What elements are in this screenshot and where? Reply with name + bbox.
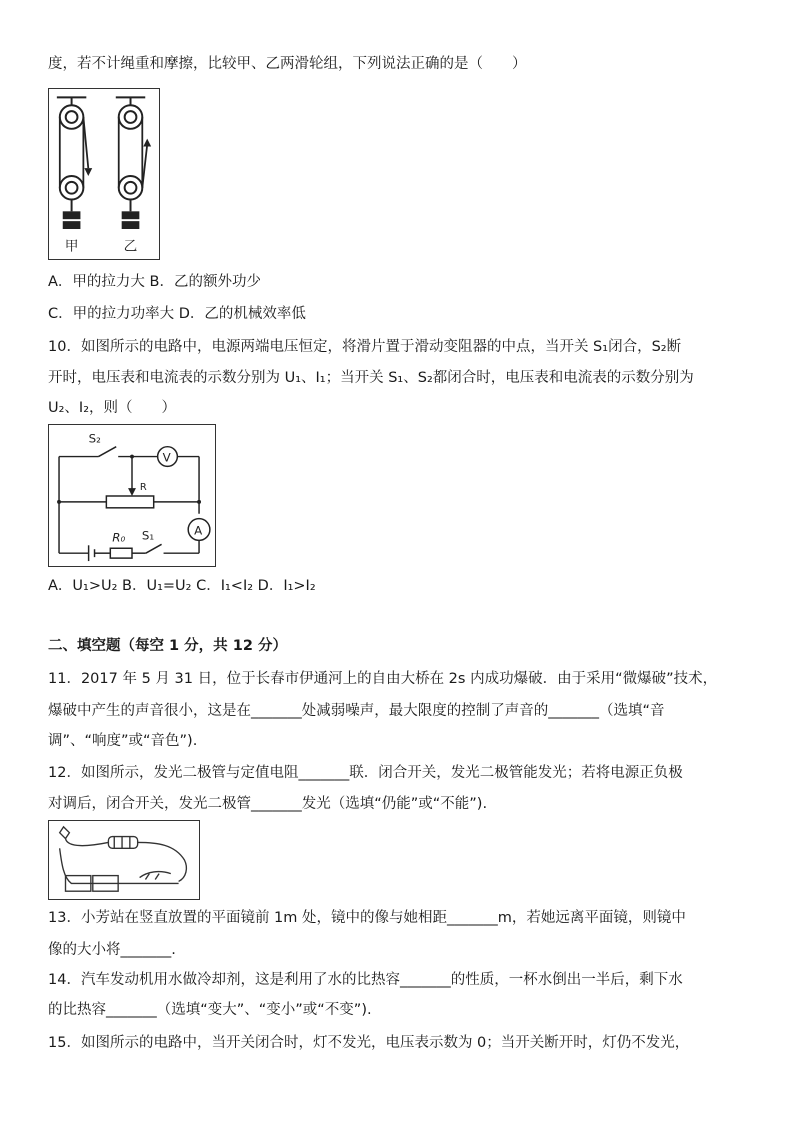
led-figure [48, 820, 200, 900]
pulley-label-jia: 甲 [64, 238, 79, 255]
section-heading: 二、填空题（每空 1 分，共 12 分） [48, 638, 287, 654]
circuit-label-s2: S₂ [88, 431, 101, 446]
q9-stem: 度，若不计绳重和摩擦，比较甲、乙两滑轮组，下列说法正确的是（ ） [48, 56, 527, 72]
q11-line1: 11．2017 年 5 月 31 日，位于长春市伊通河上的自由大桥在 2s 内成功爆破．由于采用“微爆破”技术， [48, 671, 718, 687]
q13-line1: 13．小芳站在竖直放置的平面镜前 1m 处，镜中的像与她相距_______m，若她远离平面镜，则镜中 [48, 910, 686, 926]
circuit-label-s1: S₁ [141, 528, 155, 543]
q11-line3: 调”、“响度”或“音色”). [48, 733, 198, 749]
q14-line1: 14．汽车发动机用水做冷却剂，这是利用了水的比热容_______的性质，一杯水倒出一半后，剩下水 [48, 972, 683, 988]
q12-line1: 12．如图所示，发光二极管与定值电阻_______联．闭合开关，发光二极管能发光；若将电源正负极 [48, 765, 683, 781]
q9-options-ab: A．甲的拉力大 B．乙的额外功少 [48, 274, 261, 290]
q10-line1: 10．如图所示的电路中，电源两端电压恒定，将滑片置于滑动变阻器的中点，当开关 S₁闭合，S₂断 [48, 339, 682, 355]
circuit-figure [48, 424, 216, 567]
q13-line2: 像的大小将_______. [48, 942, 176, 958]
circuit-label-r0: R₀ [112, 530, 126, 545]
q10-line3: U₂、I₂，则（ ） [48, 400, 177, 416]
pulley-label-yi: 乙 [123, 238, 138, 255]
q14-line2: 的比热容_______（选填“变大”、“变小”或“不变”). [48, 1002, 372, 1018]
circuit-label-r: R [139, 482, 147, 494]
q10-options: A．U₁>U₂ B．U₁=U₂ C．I₁<I₂ D．I₁>I₂ [48, 578, 316, 594]
q12-line2: 对调后，闭合开关，发光二极管_______发光（选填“仍能”或“不能”). [48, 796, 488, 812]
q11-line2: 爆破中产生的声音很小，这是在_______处减弱噪声，最大限度的控制了声音的_______（选填“音 [48, 703, 665, 719]
circuit-label-v: V [162, 450, 171, 465]
q10-line2: 开时，电压表和电流表的示数分别为 U₁、I₁；当开关 S₁、S₂都闭合时，电压表和电流表的示数分别为 [48, 370, 694, 386]
q9-options-cd: C．甲的拉力功率大 D．乙的机械效率低 [48, 306, 306, 322]
circuit-label-a: A [194, 523, 203, 538]
pulley-figure [48, 88, 160, 260]
q15-line1: 15．如图所示的电路中，当开关闭合时，灯不发光，电压表示数为 0；当开关断开时，灯仍不发光， [48, 1035, 690, 1051]
